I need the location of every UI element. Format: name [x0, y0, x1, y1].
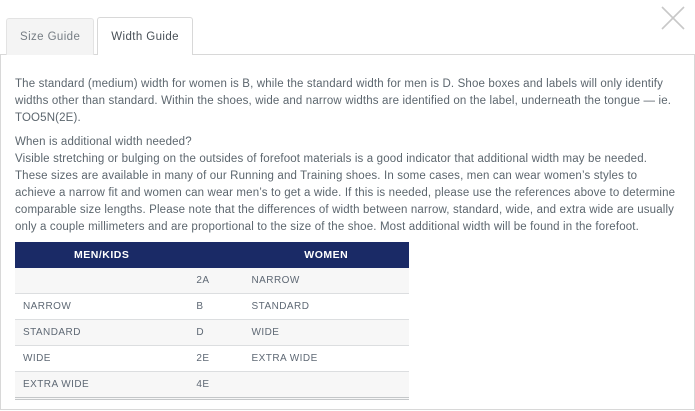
table-header-row: [15, 242, 409, 268]
table-cell: EXTRA WIDE: [23, 379, 90, 390]
table-cell: 2A: [196, 275, 210, 286]
tab-width-guide[interactable]: [97, 17, 193, 55]
intro-paragraph: The standard (medium) width for women is B, while the standard width for men is D. Shoe boxes and labels will only identify widths other than standard. Within the shoes, wide and narrow widths are identified on the label, underneath the tongue — ie. TOO5N(2E).: [15, 78, 672, 124]
width-guide-panel: [0, 54, 695, 410]
table-cell: WIDE: [251, 327, 280, 338]
tab-size-guide-label: Size Guide: [20, 31, 81, 43]
table-cell: B: [196, 301, 204, 312]
table-cell: NARROW: [251, 275, 300, 286]
tab-width-guide-label: Width Guide: [111, 30, 179, 43]
table-cell: WIDE: [23, 353, 51, 364]
table-row: [15, 372, 409, 399]
guide-tabs: [6, 17, 193, 55]
table-row: [15, 268, 409, 294]
header-men-kids: MEN/KIDS: [15, 242, 188, 268]
width-table-body: [15, 268, 409, 399]
tab-size-guide[interactable]: [6, 18, 94, 55]
table-row: [15, 346, 409, 372]
table-cell: [15, 268, 188, 294]
table-cell: EXTRA WIDE: [251, 353, 318, 364]
table-cell: STANDARD: [251, 301, 310, 312]
table-cell: D: [196, 327, 205, 338]
header-code: [188, 242, 243, 268]
table-row: [15, 294, 409, 320]
close-icon: [658, 3, 688, 33]
table-cell: 4E: [196, 379, 210, 390]
width-comparison-table: [15, 242, 409, 400]
table-cell: [244, 372, 409, 399]
table-row: [15, 320, 409, 346]
additional-width-paragraph: Visible stretching or bulging on the outsides of forefoot materials is a good indicator that additional width may be needed. These sizes are available in many of our Running and Training shoes. In some cases, men can wear women’s styles to achieve a narrow fit and women can wear men’s to get a wide. If this is needed, please use the references above to determine comparable size lengths. Please note that the differences of width between narrow, standard, wide, and extra wide are usually only a couple millimeters and are proportional to the size of the shoe. Most additional width will be found in the forefoot.: [15, 153, 676, 233]
table-cell: 2E: [196, 353, 210, 364]
close-button[interactable]: [657, 2, 689, 34]
table-cell: NARROW: [23, 301, 72, 312]
additional-width-heading: When is additional width needed?: [15, 136, 192, 148]
table-cell: STANDARD: [23, 327, 81, 338]
header-women: WOMEN: [244, 242, 409, 268]
